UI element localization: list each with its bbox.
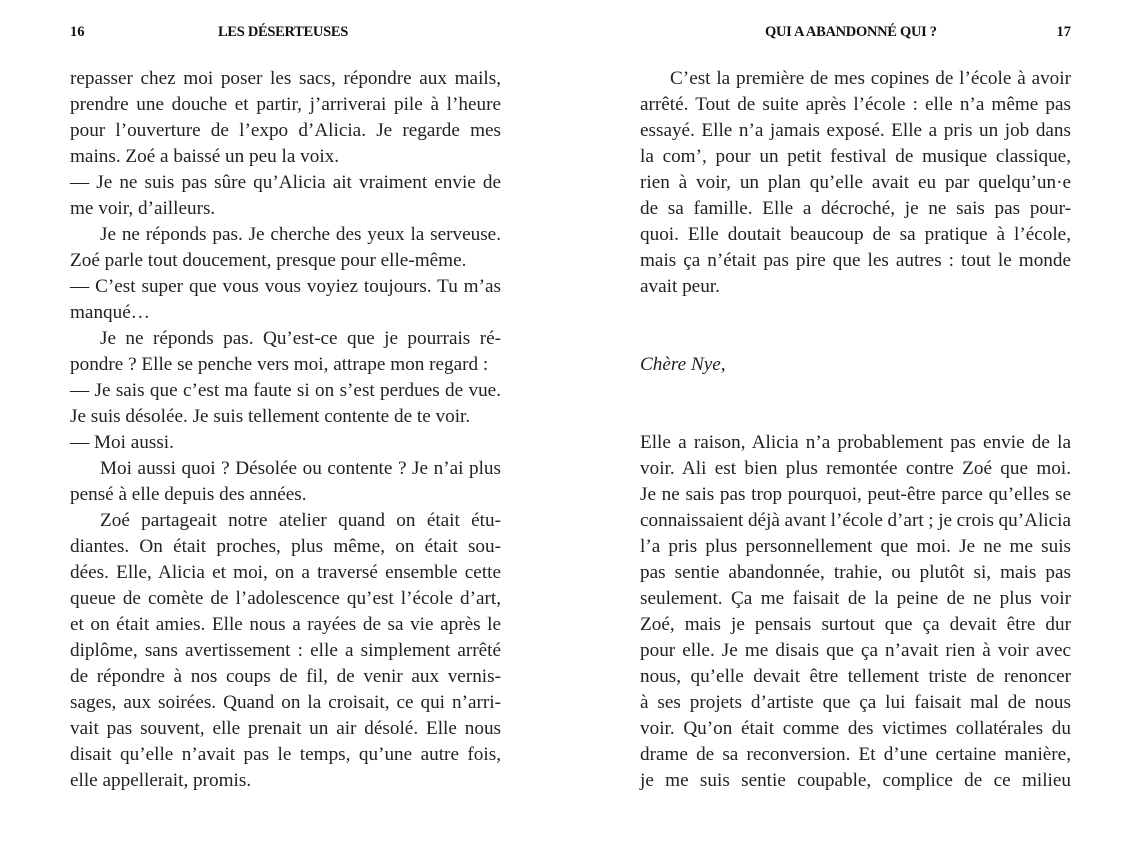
text-line: Je ne réponds pas. Je cherche des yeux la serveuse.	[100, 224, 501, 245]
text-line: pour l’ouverture de l’expo d’Alicia. Je regarde mes	[70, 120, 501, 141]
text-line: vait pas souvent, elle prenait un air désolé. Elle nous	[70, 718, 501, 739]
text-line: je me suis sentie coupable, complice de ce milieu	[640, 770, 1071, 791]
letter-salutation: Chère Nye,	[640, 354, 726, 375]
right-page-body-text	[640, 66, 1071, 794]
text-line: essayé. Elle n’a jamais exposé. Elle a pris un job dans	[640, 120, 1071, 141]
text-line: quoi. Elle doutait beaucoup de sa pratique à l’école,	[640, 224, 1071, 245]
text-line: me voir, d’ailleurs.	[70, 198, 216, 219]
text-line: diantes. On était proches, plus même, on était sou-	[70, 536, 501, 557]
text-line: — C’est super que vous vous voyiez toujours. Tu m’as	[70, 276, 501, 297]
text-line: disait qu’elle n’avait pas le temps, qu’une autre fois,	[70, 744, 501, 765]
text-line: drame de sa reconversion. Et d’une certaine manière,	[640, 744, 1071, 765]
blank-line	[640, 378, 1071, 404]
text-line: — Moi aussi.	[70, 432, 174, 453]
text-line: arrêté. Tout de suite après l’école : elle n’a même pas	[640, 94, 1071, 115]
page-number: 17	[1056, 24, 1071, 40]
text-line: et on était amies. Elle nous a rayées de sa vie après le	[70, 614, 501, 635]
left-page-header	[70, 24, 501, 44]
right-page-header	[640, 24, 1071, 44]
text-line: Zoé partageait notre atelier quand on était étu-	[100, 510, 501, 531]
text-line: avait peur.	[640, 276, 720, 297]
text-line: à ses projets d’artiste que ça lui faisait mal de nous	[640, 692, 1071, 713]
text-line: Elle a raison, Alicia n’a probablement pas envie de la	[640, 432, 1071, 453]
text-line: Je ne sais pas trop pourquoi, peut-être parce qu’elles se	[640, 484, 1071, 505]
text-line: seulement. Ça me faisait de la peine de ne plus voir	[640, 588, 1071, 609]
running-title-book: LES DÉSERTEUSES	[218, 24, 348, 40]
text-line: elle appellerait, promis.	[70, 770, 252, 791]
text-line: C’est la première de mes copines de l’école à avoir	[670, 68, 1071, 89]
text-line: pas sentie abandonnée, trahie, ou plutôt si, mais pas	[640, 562, 1071, 583]
blank-line	[640, 326, 1071, 352]
text-line: — Je ne suis pas sûre qu’Alicia ait vraiment envie de	[70, 172, 501, 193]
text-line: de sa famille. Elle a décroché, je ne sais pas pour-	[640, 198, 1071, 219]
running-title-chapter: QUI A ABANDONNÉ QUI ?	[765, 24, 937, 40]
text-line: mais ça n’était pas pire que les autres : tout le monde	[640, 250, 1071, 271]
text-line: voir. Qu’on était comme des victimes collatérales du	[640, 718, 1071, 739]
text-line: pondre ? Elle se penche vers moi, attrape mon regard :	[70, 354, 489, 375]
text-line: pour elle. Je me disais que ça n’avait rien à voir avec	[640, 640, 1071, 661]
text-line: Moi aussi quoi ? Désolée ou contente ? Je n’ai plus	[100, 458, 501, 479]
text-line: Zoé parle tout doucement, presque pour elle-même.	[70, 250, 467, 271]
text-line: Je ne réponds pas. Qu’est-ce que je pourrais ré-	[100, 328, 501, 349]
text-line: pensé à elle depuis des années.	[70, 484, 307, 505]
text-line: queue de comète de l’adolescence qu’est l’école d’art,	[70, 588, 501, 609]
text-line: dées. Elle, Alicia et moi, on a traversé ensemble cette	[70, 562, 501, 583]
text-line: Je suis désolée. Je suis tellement contente de te voir.	[70, 406, 471, 427]
text-line: prendre une douche et partir, j’arriverai pile à l’heure	[70, 94, 501, 115]
text-line: la com’, pour un petit festival de musique classique,	[640, 146, 1071, 167]
text-line: nous, qu’elle devait être tellement triste de renoncer	[640, 666, 1071, 687]
left-page-body-text	[70, 66, 501, 794]
text-line: diplôme, sans avertissement : elle a simplement arrêté	[70, 640, 501, 661]
page-number: 16	[70, 24, 85, 40]
blank-line	[640, 300, 1071, 326]
text-line: connaissaient déjà avant l’école d’art ; je crois qu’Alicia	[640, 510, 1071, 531]
blank-line	[640, 404, 1071, 430]
text-line: repasser chez moi poser les sacs, répondre aux mails,	[70, 68, 501, 89]
text-line: — Je sais que c’est ma faute si on s’est perdues de vue.	[70, 380, 501, 401]
text-line: sages, aux soirées. Quand on la croisait, ce qui n’arri-	[70, 692, 501, 713]
text-line: l’a pris plus personnellement que moi. Je ne me suis	[640, 536, 1071, 557]
text-line: manqué…	[70, 302, 150, 323]
text-line: mains. Zoé a baissé un peu la voix.	[70, 146, 340, 167]
text-line: de répondre à nos coups de fil, de venir aux vernis-	[70, 666, 501, 687]
text-line: rien à voir, un plan qu’elle avait eu par quelqu’un·e	[640, 172, 1071, 193]
text-line: voir. Ali est bien plus remontée contre Zoé que moi.	[640, 458, 1071, 479]
text-line: Zoé, mais je pensais surtout que ça devait être dur	[640, 614, 1071, 635]
